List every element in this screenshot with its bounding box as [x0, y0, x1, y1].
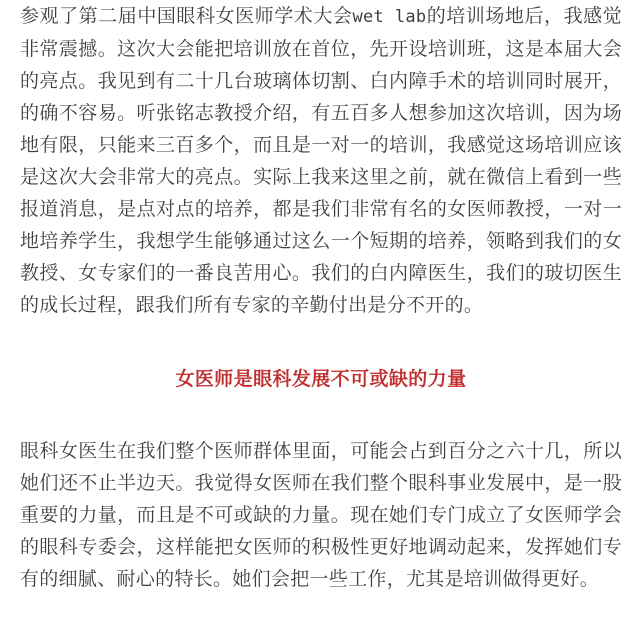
- section-heading: 女医师是眼科发展不可或缺的力量: [175, 368, 467, 390]
- paragraph-2: 眼科女医生在我们整个医师群体里面，可能会占到百分之六十几，所以她们还不止半边天。我觉得女医师在我们整个眼科事业发展中，是一股重要的力量，而且是不可或缺的力量。现在她们专门成立了女医师学会的眼科专委会，这样能把女医师的积极性更好地调动起来，发挥她们专有的细腻、耐心的特长。她们会把一些工作，尤其是培训做得更好。: [20, 440, 622, 590]
- wet-lab-term: wet lab: [352, 7, 427, 27]
- paragraph-1-text-end: 的培训场地后，我感觉非常震撼。这次大会能把培训放在首位，先开设培训班，这是本届大会的亮点。我见到有二十几台玻璃体切割、白内障手术的培训同时展开，的确不容易。听张铭志教授介绍，有五百多人想参加这次培训，因为场地有限，只能来三百多个，而且是一对一的培训，我感觉这场培训应该是这次大会非常大的亮点。实际上我来这里之前，就在微信上看到一些报道消息，是点对点的培养，都是我们非常有名的女医师教授，一对一地培养学生，我想学生能够通过这么一个短期的培养，领略到我们的女教授、女专家们的一番良苦用心。我们的白内障医生，我们的玻切医生的成长过程，跟我们所有专家的辛勤付出是分不开的。: [20, 5, 622, 316]
- spacer: [20, 321, 622, 363]
- article-body: [20, 0, 622, 595]
- spacer: [20, 395, 622, 435]
- paragraph-1-text-start: 参观了第二届中国眼科女医师学术大会: [20, 5, 353, 27]
- paragraph-1: [20, 0, 622, 321]
